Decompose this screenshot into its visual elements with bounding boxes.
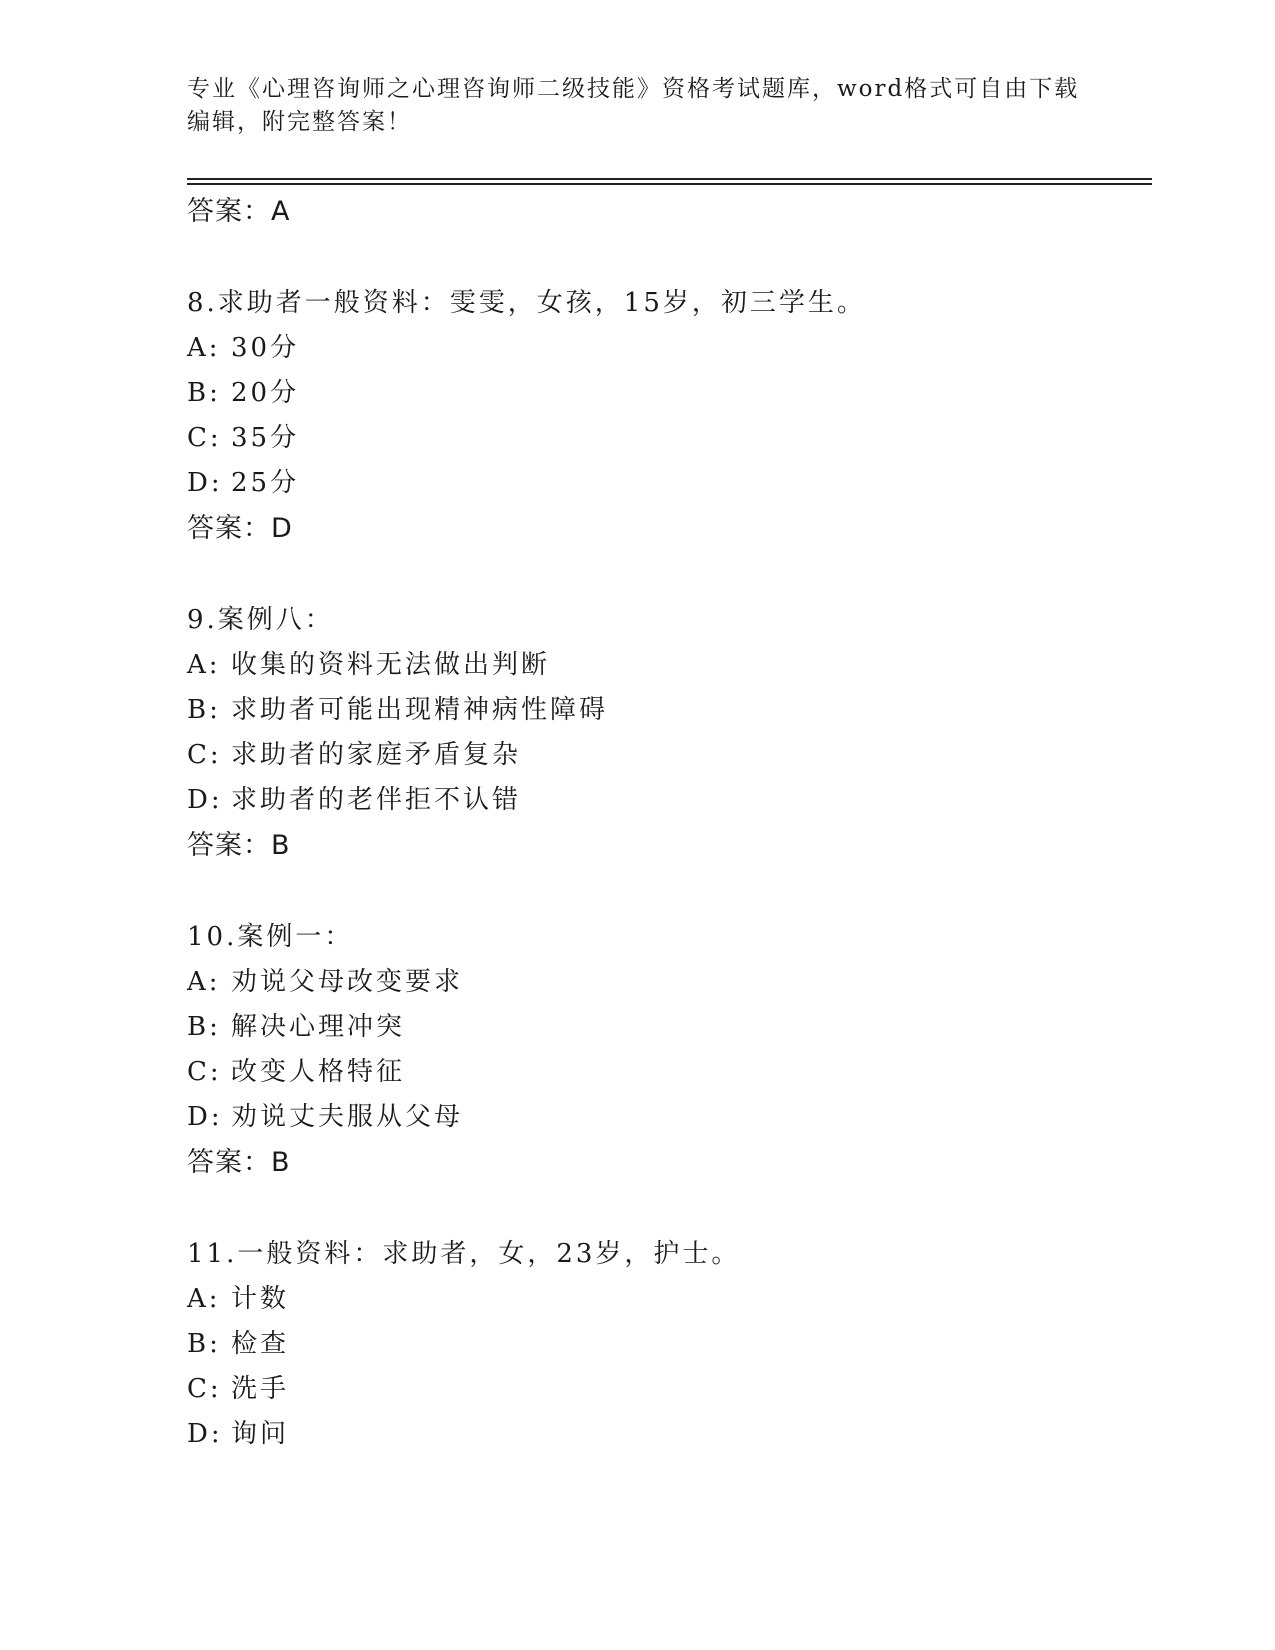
option-a (187, 643, 1147, 688)
option-text: 求助者可能出现精神病性障碍 (231, 695, 609, 725)
option-key: B: (187, 378, 221, 408)
option-key: A: (187, 1284, 221, 1314)
option-key: C: (187, 1057, 222, 1087)
answer-line: 答案：D (187, 513, 293, 544)
option-key: A: (187, 650, 221, 680)
option-a (187, 960, 1147, 1005)
option-text: 洗手 (231, 1374, 290, 1404)
option-c (187, 1367, 1147, 1412)
option-key: C: (187, 740, 222, 770)
answer-line: 答案：B (187, 1147, 291, 1178)
question-block (187, 598, 1147, 868)
question-title: 10.案例一： (187, 922, 354, 952)
option-key: A: (187, 333, 221, 363)
spacer (187, 234, 1147, 281)
option-d (187, 461, 1147, 506)
option-b (187, 688, 1147, 733)
option-text: 求助者的老伴拒不认错 (231, 785, 522, 815)
option-key: B: (187, 1012, 221, 1042)
option-text: 25分 (231, 468, 300, 498)
spacer (187, 551, 1147, 598)
option-text: 35分 (231, 423, 300, 453)
option-d (187, 1095, 1147, 1140)
question-title: 9.案例八： (187, 605, 334, 635)
document-header (187, 73, 1087, 139)
option-key: A: (187, 967, 221, 997)
option-key: B: (187, 1329, 221, 1359)
option-b (187, 1322, 1147, 1367)
spacer (187, 1185, 1147, 1232)
answer-line: 答案：B (187, 830, 291, 861)
question-title: 8.求助者一般资料：雯雯，女孩，15岁，初三学生。 (187, 288, 866, 318)
option-a (187, 326, 1147, 371)
question-block (187, 281, 1147, 551)
option-key: D: (187, 1102, 223, 1132)
answer-line: 答案：A (187, 196, 291, 227)
option-text: 劝说丈夫服从父母 (231, 1102, 464, 1132)
option-c (187, 1050, 1147, 1095)
option-text: 检查 (231, 1329, 290, 1359)
header-divider-top (187, 178, 1152, 180)
option-text: 劝说父母改变要求 (231, 967, 464, 997)
option-c (187, 733, 1147, 778)
option-d (187, 778, 1147, 823)
option-key: C: (187, 423, 222, 453)
option-text: 改变人格特征 (231, 1057, 406, 1087)
spacer (187, 868, 1147, 915)
option-text: 询问 (231, 1419, 290, 1449)
option-text: 计数 (231, 1284, 290, 1314)
option-key: D: (187, 1419, 223, 1449)
option-text: 20分 (231, 378, 300, 408)
option-key: D: (187, 468, 223, 498)
question-block (187, 915, 1147, 1185)
option-b (187, 371, 1147, 416)
question-title: 11.一般资料：求助者，女，23岁，护士。 (187, 1239, 741, 1269)
header-line-1: 专业《心理咨询师之心理咨询师二级技能》资格考试题库，word格式可自由下载 (187, 76, 1080, 102)
option-key: C: (187, 1374, 222, 1404)
option-key: D: (187, 785, 223, 815)
header-divider-bottom (187, 183, 1152, 185)
header-line-2: 编辑，附完整答案！ (187, 109, 412, 135)
option-a (187, 1277, 1147, 1322)
option-text: 求助者的家庭矛盾复杂 (231, 740, 522, 770)
question-block (187, 1232, 1147, 1457)
option-c (187, 416, 1147, 461)
option-text: 30分 (231, 333, 300, 363)
option-b (187, 1005, 1147, 1050)
option-text: 收集的资料无法做出判断 (231, 650, 551, 680)
option-d (187, 1412, 1147, 1457)
option-text: 解决心理冲突 (231, 1012, 406, 1042)
option-key: B: (187, 695, 221, 725)
question-list (187, 189, 1147, 1457)
